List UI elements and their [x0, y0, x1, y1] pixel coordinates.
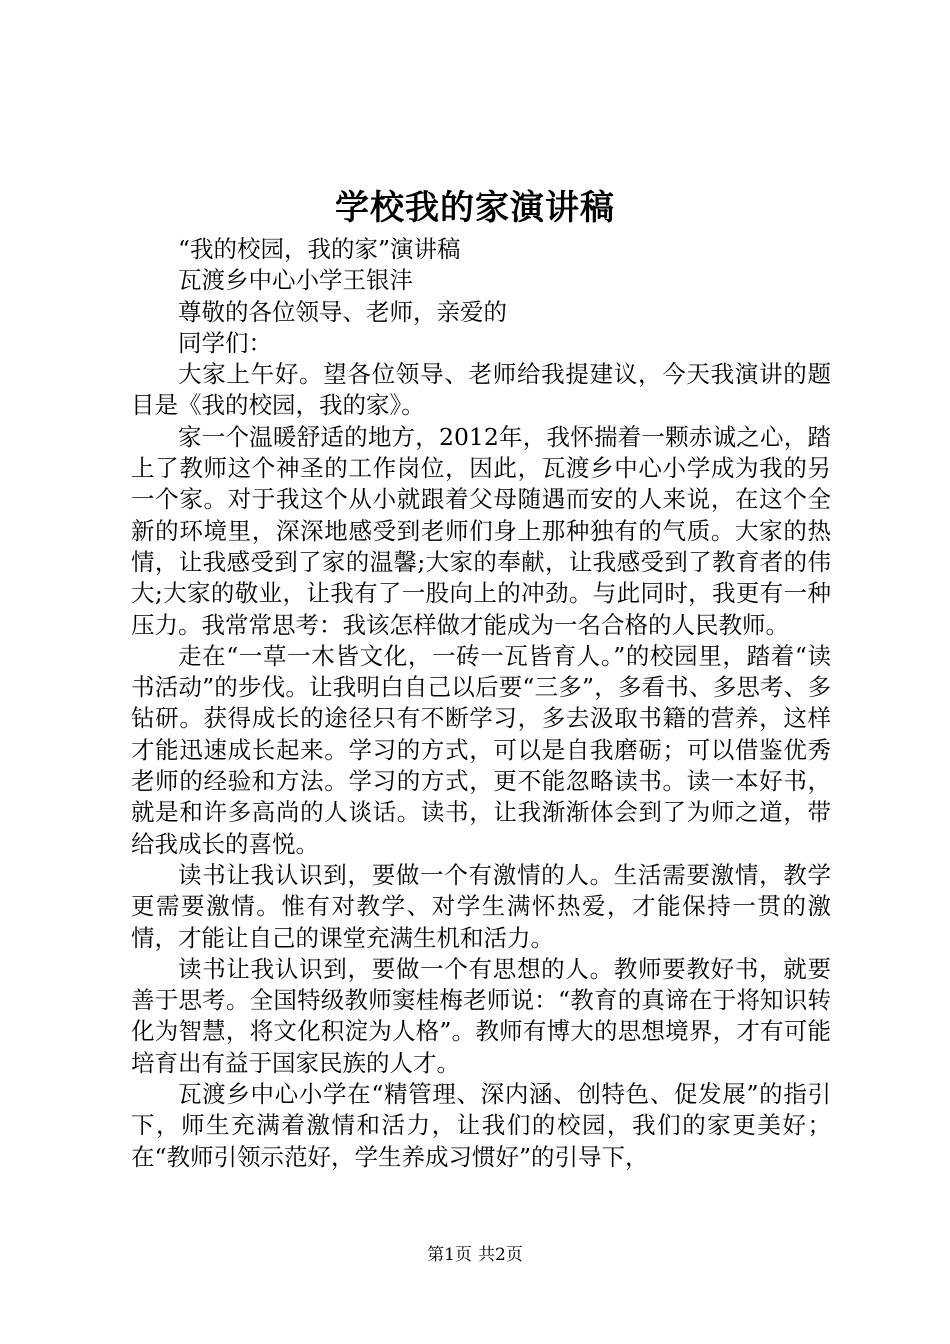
paragraph-thinking: 读书让我认识到，要做一个有思想的人。教师要教好书，就要善于思考。全国特级教师窦桂梅老师说：“教育的真谛在于将知识转化为智慧，将文化积淀为人格”。教师有博大的思想境界，才有可能培育出有益于国家民族的人才。 [131, 954, 831, 1077]
paragraph-home: 家一个温暖舒适的地方，2012年，我怀揣着一颗赤诚之心，踏上了教师这个神圣的工作岗位，因此，瓦渡乡中心小学成为我的另一个家。对于我这个从小就跟着父母随遇而安的人来说，在这个全新的环境里，深深地感受到老师们身上那种独有的气质。大家的热情，让我感受到了家的温馨;大家的奉献，让我感受到了教育者的伟大;大家的敬业，让我有了一股向上的冲劲。与此同时，我更有一种压力。我常常思考：我该怎样做才能成为一名合格的人民教师。 [131, 422, 831, 639]
paragraph-passion: 读书让我认识到，要做一个有激情的人。生活需要激情，教学更需要激情。惟有对教学、对学生满怀热爱，才能保持一贯的激情，才能让自己的课堂充满生机和活力。 [131, 860, 831, 952]
paragraph-speech-heading: “我的校园，我的家”演讲稿 [178, 235, 461, 263]
paragraph-campus: 走在“一草一木皆文化，一砖一瓦皆育人。”的校园里，踏着“读书活动”的步伐。让我明白自己以后要“三多”，多看书、多思考、多钻研。获得成长的途径只有不断学习，多去汲取书籍的营养，这样才能迅速成长起来。学习的方式，可以是自我磨砺；可以借鉴优秀老师的经验和方法。学习的方式，更不能忽略读书。读一本好书，就是和许多高尚的人谈话。读书，让我渐渐体会到了为师之道，带给我成长的喜悦。 [131, 641, 831, 858]
paragraph-opening: 大家上午好。望各位领导、老师给我提建议，今天我演讲的题目是《我的校园，我的家》。 [131, 360, 831, 420]
document-title: 学校我的家演讲稿 [335, 188, 615, 228]
paragraph-greeting: 尊敬的各位领导、老师，亲爱的 [178, 297, 507, 326]
page-total: 共2页 [478, 1245, 523, 1265]
paragraph-school: 瓦渡乡中心小学在“精管理、深内涵、创特色、促发展”的指引下，师生充满着激情和活力，让我们的校园，我们的家更美好；在“教师引领示范好，学生养成习惯好”的引导下， [131, 1080, 831, 1171]
paragraph-speaker: 瓦渡乡中心小学王银沣 [178, 266, 413, 295]
page-footer [0, 1240, 950, 1265]
paragraph-greeting-continued: 同学们： [178, 328, 272, 357]
document-body [131, 234, 831, 1173]
page-number: 第1页 [427, 1245, 472, 1265]
